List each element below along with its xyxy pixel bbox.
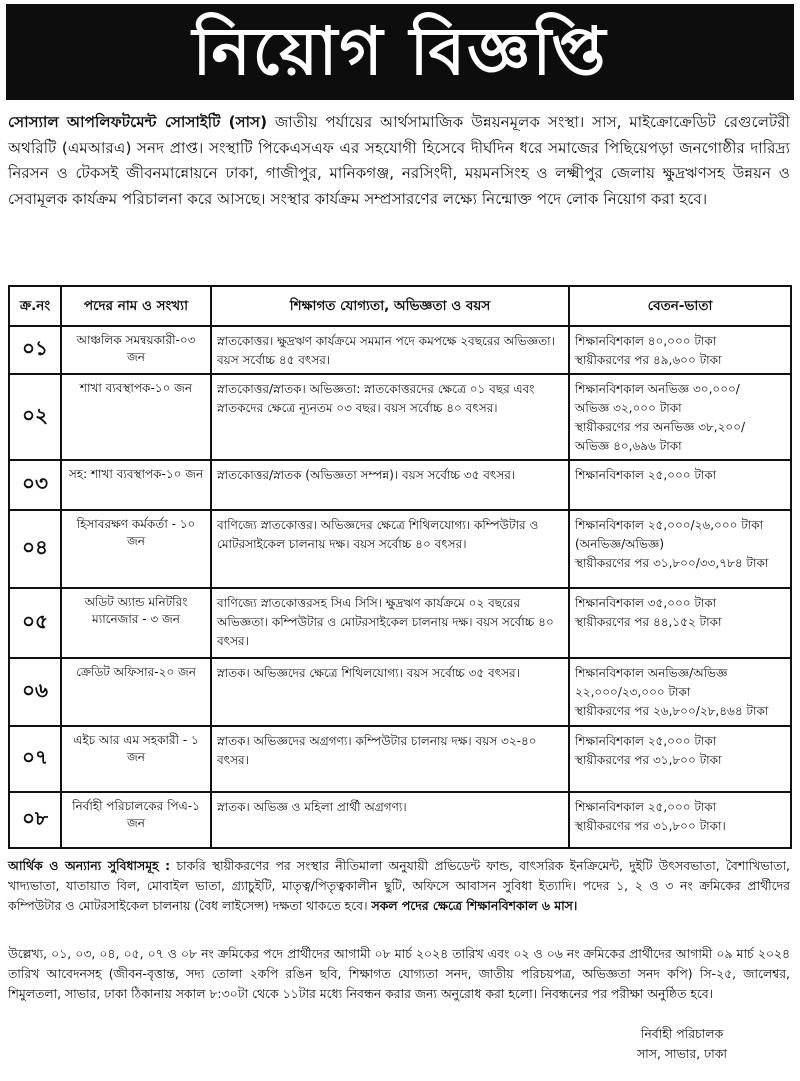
salary-line: শিক্ষানবিশকাল ২৫,০০০/২৬,০০০ টাকা <box>575 518 764 532</box>
row-position: অডিট অ্যান্ড মনিটরিং ম্যানেজার - ৩ জন <box>61 588 211 658</box>
row-position: সহ: শাখা ব্যবস্থাপক-১০ জন <box>61 460 211 510</box>
salary-line: স্থায়ীকরণের পর ৩১,৮০০ টাকা। <box>575 819 726 833</box>
row-position: আঞ্চলিক সমন্বয়কারী-০৩ জন <box>61 326 211 374</box>
row-sl: ০৭ <box>9 726 61 792</box>
salary-line: (অনভিজ্ঞ/অভিজ্ঞ) <box>575 537 665 551</box>
salary-line: শিক্ষানবিশকাল ৩৫,০০০ টাকা <box>575 596 717 610</box>
row-salary <box>569 658 791 726</box>
salary-line: শিক্ষানবিশকাল ২৫,০০০ টাকা <box>575 468 717 482</box>
row-sl: ০৩ <box>9 460 61 510</box>
row-qualification: স্নাতকোত্তর। ক্ষুদ্রঋণ কার্যক্রমে সমমান পদে কমপক্ষে ২বছরের অভিজ্ঞতা। বয়স সর্বোচ্চ ৪৫ বৎসর। <box>211 326 569 374</box>
header-salary: বেতন-ভাতা <box>569 286 791 326</box>
benefits-paragraph <box>8 856 790 916</box>
table-row <box>9 658 791 726</box>
intro-text: জাতীয় পর্যায়ের আর্থসামাজিক উন্নয়নমূলক সংস্থা। সাস, মাইক্রোক্রেডিট রেগুলেটরী অথরিটি (এমআরএ) সনদ প্রাপ্ত। সংস্থাটি পিকেএসএফ এর সহযোগী হিসেবে দীর্ঘদিন ধরে সমাজের পিছিয়েপড়া জনগোষ্ঠীর দারিদ্র্য নিরসন ও টেকসই জীবনমান্নোয়নে ঢাকা, গাজীপুর, মানিকগঞ্জ, নরসিংদী, ময়মনসিংহ ও লক্ষ্মীপুর জেলায় ক্ষুদ্রঋণসহ উন্নয়ন ও সেবামূলক কার্যক্রম পরিচালনা করে আসছে। সংস্থার কার্যক্রম সম্প্রসারণের লক্ষ্যে নিন্মোক্ত পদে লোক নিয়োগ করা হবে। <box>8 113 790 208</box>
salary-line: শিক্ষানবিশকাল ২৫,০০০ টাকা <box>575 800 717 814</box>
row-salary <box>569 460 791 510</box>
row-position: শাখা ব্যবস্থাপক-১০ জন <box>61 374 211 460</box>
row-salary <box>569 588 791 658</box>
row-position: হিসাবরক্ষণ কর্মকর্তা - ১০ জন <box>61 510 211 588</box>
table-row <box>9 510 791 588</box>
salary-line: স্থায়ীকরণের পর ২৬,৮০০/২৮,৪৬৪ টাকা <box>575 704 769 718</box>
row-salary <box>569 792 791 848</box>
table-row <box>9 326 791 374</box>
salary-line: স্থায়ীকরণের পর ৩১,৮০০/৩৩,৭৮৪ টাকা <box>575 556 769 570</box>
salary-line: স্থায়ীকরণের পর ৪৯,৬০০ টাকা <box>575 353 722 367</box>
salary-line: স্থায়ীকরণের পর ৪৪,১৫২ টাকা <box>575 615 722 629</box>
row-position: এইচ আর এম সহকারী - ১ জন <box>61 726 211 792</box>
table-header-row <box>9 286 791 326</box>
signature-block <box>592 1024 772 1064</box>
row-position: ক্রেডিট অফিসার-২০ জন <box>61 658 211 726</box>
intro-paragraph <box>8 110 790 212</box>
row-salary <box>569 510 791 588</box>
row-qualification: স্নাতক। অভিজ্ঞদের অগ্রগণ্য। কম্পিউটার চালনায় দক্ষ। বয়স ৩২-৪০ বৎসর। <box>211 726 569 792</box>
row-qualification: বাণিজ্যে স্নাতকোত্তরসহ সিএ সিসি। ক্ষুদ্রঋণ কার্যক্রমে ০২ বছরের অভিজ্ঞতা। কম্পিউটার ও মোটরসাইকেল চালনায় দক্ষ। বয়স সর্বোচ্চ ৪০ বৎসর। <box>211 588 569 658</box>
signatory-place: সাস, সাভার, ঢাকা <box>636 1046 727 1061</box>
benefits-text: চাকরি স্থায়ীকরণের পর সংস্থার নীতিমালা অনুযায়ী প্রভিডেন্ট ফান্ড, বাৎসরিক ইনক্রিমেন্ট, দুইটি উৎসবভাতা, বৈশাখিভাতা, খাদ্যভাতা, যাতায়াত বিল, মোবাইল ভাতা, গ্র্যাচুইটি, মাতৃত্ব/পিতৃত্বকালীন ছুটি, অফিসে আবাসন সুবিধা ইত্যাদি। পদের ১, ২ ও ৩ নং ক্রমিকের প্রার্থীদের কম্পিউটার ও মোটরসাইকেল চালনায় (বৈধ লাইসেন্স) দক্ষতা থাকতে হবে। <box>8 858 790 913</box>
row-salary <box>569 326 791 374</box>
salary-line: শিক্ষানবিশকাল ২৫,০০০ টাকা <box>575 734 717 748</box>
signatory-title: নির্বাহী পরিচালক <box>640 1026 724 1041</box>
row-sl: ০১ <box>9 326 61 374</box>
vacancy-table <box>8 285 792 849</box>
headline-banner <box>6 4 794 100</box>
salary-line: অভিজ্ঞ ৩২,০০০ টাকা <box>575 401 682 415</box>
salary-line: স্থায়ীকরণের পর অনভিজ্ঞ ৩৮,২০০/ <box>575 420 746 434</box>
row-qualification: স্নাতক। অভিজ্ঞদের ক্ষেত্রে শিথিলযোগ্য। বয়স সর্বোচ্চ ৩৫ বৎসর। <box>211 658 569 726</box>
salary-line: শিক্ষানবিশকাল ৪০,০০০ টাকা <box>575 334 717 348</box>
headline-title: নিয়োগ বিজ্ঞপ্তি <box>192 13 608 90</box>
application-instructions: উল্লেখ্য, ০১, ০৩, ০৪, ০৫, ০৭ ও ০৮ নং ক্রমিকের পদে প্রার্থীদের আগামী ০৮ মার্চ ২০২৪ তারিখ এবং ০২ ও ০৬ নং ক্রমিকের প্রার্থীদের আগামী ০৯ মার্চ ২০২৪ তারিখ আবেদনসহ (জীবন-বৃত্তান্ত, সদ্য তোলা ২কপি রঙিন ছবি, শিক্ষাগত যোগ্যতা সনদ, জাতীয় পরিচয়পত্র, অভিজ্ঞতা সনদ কপি) সি-২৫, জালেশ্বর, শিমুলতলা, সাভার, ঢাকা ঠিকানায় সকাল ৮:৩০টা থেকে ১১টার মধ্যে নিবন্ধন করার জন্য অনুরোধ করা হলো। নিবন্ধনের পর পরীক্ষা অনুষ্ঠিত হবে। <box>8 946 791 1001</box>
table-row <box>9 792 791 848</box>
row-qualification: স্নাতকোত্তর/স্নাতক (অভিজ্ঞতা সম্পন্ন)। বয়স সর্বোচ্চ ৩৫ বৎসর। <box>211 460 569 510</box>
header-position: পদের নাম ও সংখ্যা <box>61 286 211 326</box>
row-sl: ০৫ <box>9 588 61 658</box>
salary-line: অভিজ্ঞ ৪০,৬৯৬ টাকা <box>575 439 682 453</box>
table-row <box>9 374 791 460</box>
benefits-label: আর্থিক ও অন্যান্য সুবিধাসমূহ : <box>8 858 171 873</box>
row-sl: ০২ <box>9 374 61 460</box>
org-name: সোস্যাল আপলিফটমেন্ট সোসাইটি (সাস) <box>8 113 268 131</box>
row-qualification: বাণিজ্যে স্নাতকোত্তর। অভিজ্ঞদের ক্ষেত্রে শিথিলযোগ্য। কম্পিউটার ও মোটরসাইকেল চালনায় দক্ষ। বয়স সর্বোচ্চ ৪০ বৎসর। <box>211 510 569 588</box>
row-position: নির্বাহী পরিচালকের পিএ-১ জন <box>61 792 211 848</box>
header-sl: ক্র.নং <box>9 286 61 326</box>
row-sl: ০৪ <box>9 510 61 588</box>
salary-line: স্থায়ীকরণের পর ৩১,৮০০ টাকা <box>575 753 722 767</box>
table-row <box>9 588 791 658</box>
table-row <box>9 460 791 510</box>
salary-line: ২২,০০০/২৩,০০০ টাকা <box>575 685 691 699</box>
table-row <box>9 726 791 792</box>
row-salary <box>569 374 791 460</box>
row-sl: ০৬ <box>9 658 61 726</box>
row-qualification: স্নাতক। অভিজ্ঞ ও মহিলা প্রার্থী অগ্রগণ্য। <box>211 792 569 848</box>
salary-line: শিক্ষানবিশকাল অনভিজ্ঞ ৩০,০০০/ <box>575 382 740 396</box>
row-sl: ০৮ <box>9 792 61 848</box>
salary-line: শিক্ষানবিশকাল অনভিজ্ঞ/অভিজ্ঞ <box>575 666 728 680</box>
row-qualification: স্নাতকোত্তর/স্নাতক। অভিজ্ঞতা: স্নাতকোত্তরদের ক্ষেত্রে ০১ বছর এবং স্নাতকদের ক্ষেত্রে ন্যূনতম ০৩ বছর। বয়স সর্বোচ্চ ৪০ বৎসর। <box>211 374 569 460</box>
header-qualification: শিক্ষাগত যোগ্যতা, অভিজ্ঞতা ও বয়স <box>211 286 569 326</box>
probation-note: সকল পদের ক্ষেত্রে শিক্ষানবিশকাল ৬ মাস। <box>371 898 578 913</box>
row-salary <box>569 726 791 792</box>
